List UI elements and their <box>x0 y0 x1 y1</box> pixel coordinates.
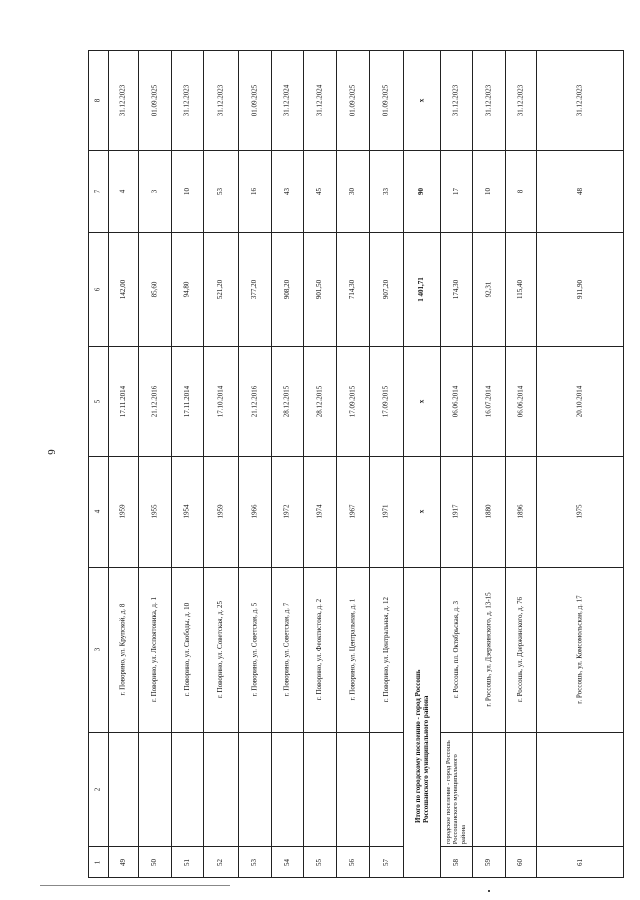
total-area: 1 401,71 <box>416 276 425 302</box>
area: 94,80 <box>182 281 191 297</box>
row-divider <box>536 50 537 878</box>
column-divider <box>536 567 624 568</box>
column-divider <box>403 150 440 151</box>
column-divider <box>303 346 336 347</box>
address: г. Поворино, ул. Крупской, д. 8 <box>118 603 127 696</box>
row-number: 51 <box>182 858 191 866</box>
address: г. Поворино, ул. Феоктистова, д. 2 <box>315 598 324 701</box>
column-divider <box>440 732 472 733</box>
build-year: 1896 <box>516 504 524 519</box>
column-divider <box>88 150 108 151</box>
column-divider <box>505 456 536 457</box>
area: 908,20 <box>282 279 291 299</box>
column-divider <box>505 346 536 347</box>
decision-date: 16.07.2014 <box>483 385 492 417</box>
deadline: 31.12.2023 <box>575 84 584 116</box>
deadline: 01.09.2025 <box>381 84 390 116</box>
decision-date: 06.06.2014 <box>515 385 524 417</box>
address: г. Россошь, пл. Октябрьская, д. 3 <box>451 600 460 699</box>
area: 521,20 <box>216 279 225 299</box>
build-year: 1955 <box>150 504 158 519</box>
column-divider <box>472 232 505 233</box>
decision-date: 17.09.2015 <box>347 385 356 417</box>
deadline: 31.12.2023 <box>515 84 524 116</box>
residents: 10 <box>182 187 191 195</box>
column-divider <box>440 150 472 151</box>
address: г. Поворино, ул. Советская, д. 5 <box>249 602 258 697</box>
column-divider <box>238 732 271 733</box>
column-divider <box>108 846 138 847</box>
address: г. Поворино, ул. Центральная, д. 12 <box>381 596 390 703</box>
deadline: 01.09.2025 <box>149 84 158 116</box>
row-number: 59 <box>484 858 492 866</box>
column-divider <box>440 346 472 347</box>
residents: 48 <box>575 187 584 195</box>
column-divider <box>203 456 238 457</box>
column-divider <box>472 567 505 568</box>
row-divider <box>108 50 109 878</box>
row-divider <box>403 50 404 878</box>
column-divider <box>403 567 440 568</box>
column-divider <box>336 150 369 151</box>
column-divider <box>536 232 624 233</box>
column-divider <box>403 346 440 347</box>
area: 907,20 <box>381 279 390 299</box>
column-divider <box>472 346 505 347</box>
column-divider <box>403 232 440 233</box>
row-number: 50 <box>150 858 158 866</box>
column-divider <box>369 456 403 457</box>
column-divider <box>203 232 238 233</box>
column-divider <box>171 346 203 347</box>
build-year: 1954 <box>182 504 191 519</box>
deadline: 31.12.2023 <box>483 84 492 116</box>
build-year: 1959 <box>118 504 127 519</box>
residents: 33 <box>381 187 390 195</box>
column-divider <box>238 846 271 847</box>
area: 714,30 <box>348 279 357 299</box>
area: 142,00 <box>118 279 127 299</box>
column-divider <box>440 567 472 568</box>
housing-table <box>88 50 624 878</box>
residents: 30 <box>348 187 356 195</box>
residents: 10 <box>484 187 492 195</box>
column-divider <box>336 232 369 233</box>
residents: 16 <box>250 187 258 195</box>
column-divider <box>271 567 303 568</box>
column-divider <box>303 567 336 568</box>
row-divider <box>336 50 337 878</box>
column-divider <box>271 232 303 233</box>
address: г. Россошь, ул. Дзержинского, д. 76 <box>516 596 525 703</box>
column-divider <box>171 732 203 733</box>
address: г. Поворино, ул. Леспоятоника, д. 1 <box>149 597 158 702</box>
deadline: 01.09.2025 <box>249 84 258 116</box>
column-divider <box>88 567 108 568</box>
column-divider <box>440 232 472 233</box>
row-number: 49 <box>118 858 127 866</box>
column-divider <box>440 456 472 457</box>
build-year: 1966 <box>250 504 258 519</box>
page-number: 6 <box>44 449 57 455</box>
decision-date: 17.11.2014 <box>118 385 127 417</box>
decision-date: 28.12.2015 <box>282 385 291 417</box>
column-divider <box>88 346 108 347</box>
row-number: 57 <box>381 858 390 866</box>
column-divider <box>238 232 271 233</box>
residents: 4 <box>118 189 127 193</box>
column-divider <box>108 150 138 151</box>
area: 901,50 <box>315 279 324 299</box>
column-divider <box>171 567 203 568</box>
row-divider <box>472 50 473 878</box>
column-divider <box>171 456 203 457</box>
build-year: 1975 <box>575 504 584 519</box>
column-divider <box>203 846 238 847</box>
decision-date: 21.12.2016 <box>249 385 258 417</box>
column-divider <box>536 846 624 847</box>
row-number: 52 <box>216 858 224 866</box>
column-divider <box>369 846 403 847</box>
column-divider <box>238 346 271 347</box>
column-divider <box>171 232 203 233</box>
decision-date: 28.12.2015 <box>314 385 323 417</box>
settlement-name: городское поселение - город Россошь Россошанского муниципального района <box>444 740 467 845</box>
column-divider <box>271 732 303 733</box>
column-divider <box>271 150 303 151</box>
column-divider <box>369 232 403 233</box>
row-divider <box>203 50 204 878</box>
deadline: 01.09.2025 <box>347 84 356 116</box>
address: г. Поворино, ул. Советская, д. 7 <box>282 602 291 697</box>
column-divider <box>271 346 303 347</box>
column-divider <box>336 567 369 568</box>
row-divider <box>505 50 506 878</box>
residents: 17 <box>451 187 460 195</box>
column-divider <box>138 846 171 847</box>
residents: 8 <box>515 189 524 193</box>
build-year: 1972 <box>282 504 291 519</box>
column-divider <box>203 150 238 151</box>
column-divider <box>505 732 536 733</box>
column-header: 3 <box>93 647 102 652</box>
row-number: 54 <box>282 858 291 866</box>
row-number: 56 <box>348 858 356 866</box>
column-divider <box>138 232 171 233</box>
row-number: 58 <box>451 858 460 866</box>
area: 85,60 <box>149 281 158 297</box>
deadline: 31.12.2023 <box>182 84 191 116</box>
column-divider <box>536 346 624 347</box>
total-deadline: x <box>416 98 425 102</box>
column-divider <box>303 150 336 151</box>
deadline: 31.12.2024 <box>314 84 323 116</box>
residents: 45 <box>315 187 323 195</box>
row-number: 60 <box>516 858 524 866</box>
column-header: 2 <box>93 787 102 791</box>
row-divider <box>369 50 370 878</box>
decision-date: 20.10.2014 <box>575 385 584 417</box>
column-divider <box>108 456 138 457</box>
area: 92,31 <box>483 281 492 297</box>
deadline: 31.12.2023 <box>215 84 224 116</box>
column-divider <box>203 732 238 733</box>
column-divider <box>336 456 369 457</box>
column-header: 8 <box>93 98 102 102</box>
column-divider <box>303 732 336 733</box>
column-divider <box>536 150 624 151</box>
build-year: 1974 <box>315 504 323 519</box>
build-year: 1971 <box>381 504 390 519</box>
column-divider <box>138 732 171 733</box>
area: 377,20 <box>250 279 259 299</box>
row-divider <box>171 50 172 878</box>
column-divider <box>203 346 238 347</box>
residents: 53 <box>216 187 224 195</box>
column-divider <box>336 846 369 847</box>
build-year: 1967 <box>348 504 356 519</box>
decision-date: 17.09.2015 <box>381 385 390 417</box>
column-divider <box>336 732 369 733</box>
column-divider <box>336 346 369 347</box>
column-divider <box>108 732 138 733</box>
decision-date: 17.10.2014 <box>215 385 224 417</box>
column-header: 5 <box>93 399 102 403</box>
column-header: 6 <box>93 287 102 291</box>
decision-date: 06.06.2014 <box>451 385 460 417</box>
column-header: 1 <box>93 860 102 864</box>
column-divider <box>88 732 108 733</box>
column-divider <box>440 846 472 847</box>
column-divider <box>138 456 171 457</box>
column-divider <box>505 232 536 233</box>
column-divider <box>238 567 271 568</box>
column-divider <box>88 232 108 233</box>
column-divider <box>303 232 336 233</box>
column-divider <box>171 846 203 847</box>
row-divider <box>303 50 304 878</box>
table-frame <box>88 50 624 878</box>
column-divider <box>238 456 271 457</box>
column-divider <box>369 567 403 568</box>
build-year: 1880 <box>484 504 492 519</box>
row-divider <box>271 50 272 878</box>
row-number: 53 <box>250 858 258 866</box>
deadline: 31.12.2023 <box>118 84 127 116</box>
row-number: 55 <box>315 858 323 866</box>
column-divider <box>505 150 536 151</box>
column-divider <box>138 567 171 568</box>
column-divider <box>88 456 108 457</box>
row-divider <box>440 50 441 878</box>
column-divider <box>108 567 138 568</box>
total-date: x <box>416 399 425 403</box>
residents: 43 <box>282 187 291 195</box>
decision-date: 21.12.2016 <box>149 385 158 417</box>
column-divider <box>505 846 536 847</box>
column-divider <box>369 346 403 347</box>
column-divider <box>472 456 505 457</box>
column-divider <box>138 150 171 151</box>
column-divider <box>369 732 403 733</box>
build-year: 1917 <box>451 504 460 519</box>
address: г. Россошь, ул. Дзержинского, д. 13-15 <box>484 592 493 707</box>
column-divider <box>303 456 336 457</box>
residents: 3 <box>149 189 158 193</box>
row-divider <box>138 50 139 878</box>
address: г. Поворино, ул. Советская, д. 25 <box>216 600 225 699</box>
column-divider <box>472 732 505 733</box>
column-divider <box>505 567 536 568</box>
column-divider <box>536 456 624 457</box>
deadline: 31.12.2023 <box>451 84 460 116</box>
column-divider <box>472 150 505 151</box>
address: г. Поворино, ул. Свободы, д. 10 <box>182 602 191 697</box>
area: 911,90 <box>575 279 584 299</box>
column-divider <box>238 150 271 151</box>
column-divider <box>403 456 440 457</box>
column-divider <box>369 150 403 151</box>
column-divider <box>171 150 203 151</box>
column-divider <box>108 232 138 233</box>
address: г. Поворино, ул. Центральная, д. 1 <box>347 598 356 701</box>
address: г. Россошь, ул. Комсомольская, д. 17 <box>575 595 584 704</box>
footer-mark <box>488 890 490 892</box>
deadline: 31.12.2024 <box>282 84 291 116</box>
area: 174,30 <box>451 279 460 299</box>
total-count: 90 <box>417 187 425 195</box>
column-divider <box>108 346 138 347</box>
row-divider <box>238 50 239 878</box>
column-divider <box>88 846 108 847</box>
total-year: x <box>416 509 425 514</box>
column-divider <box>203 567 238 568</box>
column-divider <box>138 346 171 347</box>
column-divider <box>536 732 624 733</box>
decision-date: 17.11.2014 <box>182 385 191 417</box>
total-label: Итого по городскому поселению - город Россошь Россошанского муниципального района <box>413 669 430 823</box>
column-divider <box>271 846 303 847</box>
column-divider <box>271 456 303 457</box>
column-header: 4 <box>93 509 102 514</box>
column-divider <box>303 846 336 847</box>
footer-rule <box>40 885 230 886</box>
area: 115,40 <box>516 279 524 299</box>
build-year: 1959 <box>216 504 224 519</box>
column-header: 7 <box>93 189 102 193</box>
column-divider <box>472 846 505 847</box>
row-number: 61 <box>575 858 584 866</box>
